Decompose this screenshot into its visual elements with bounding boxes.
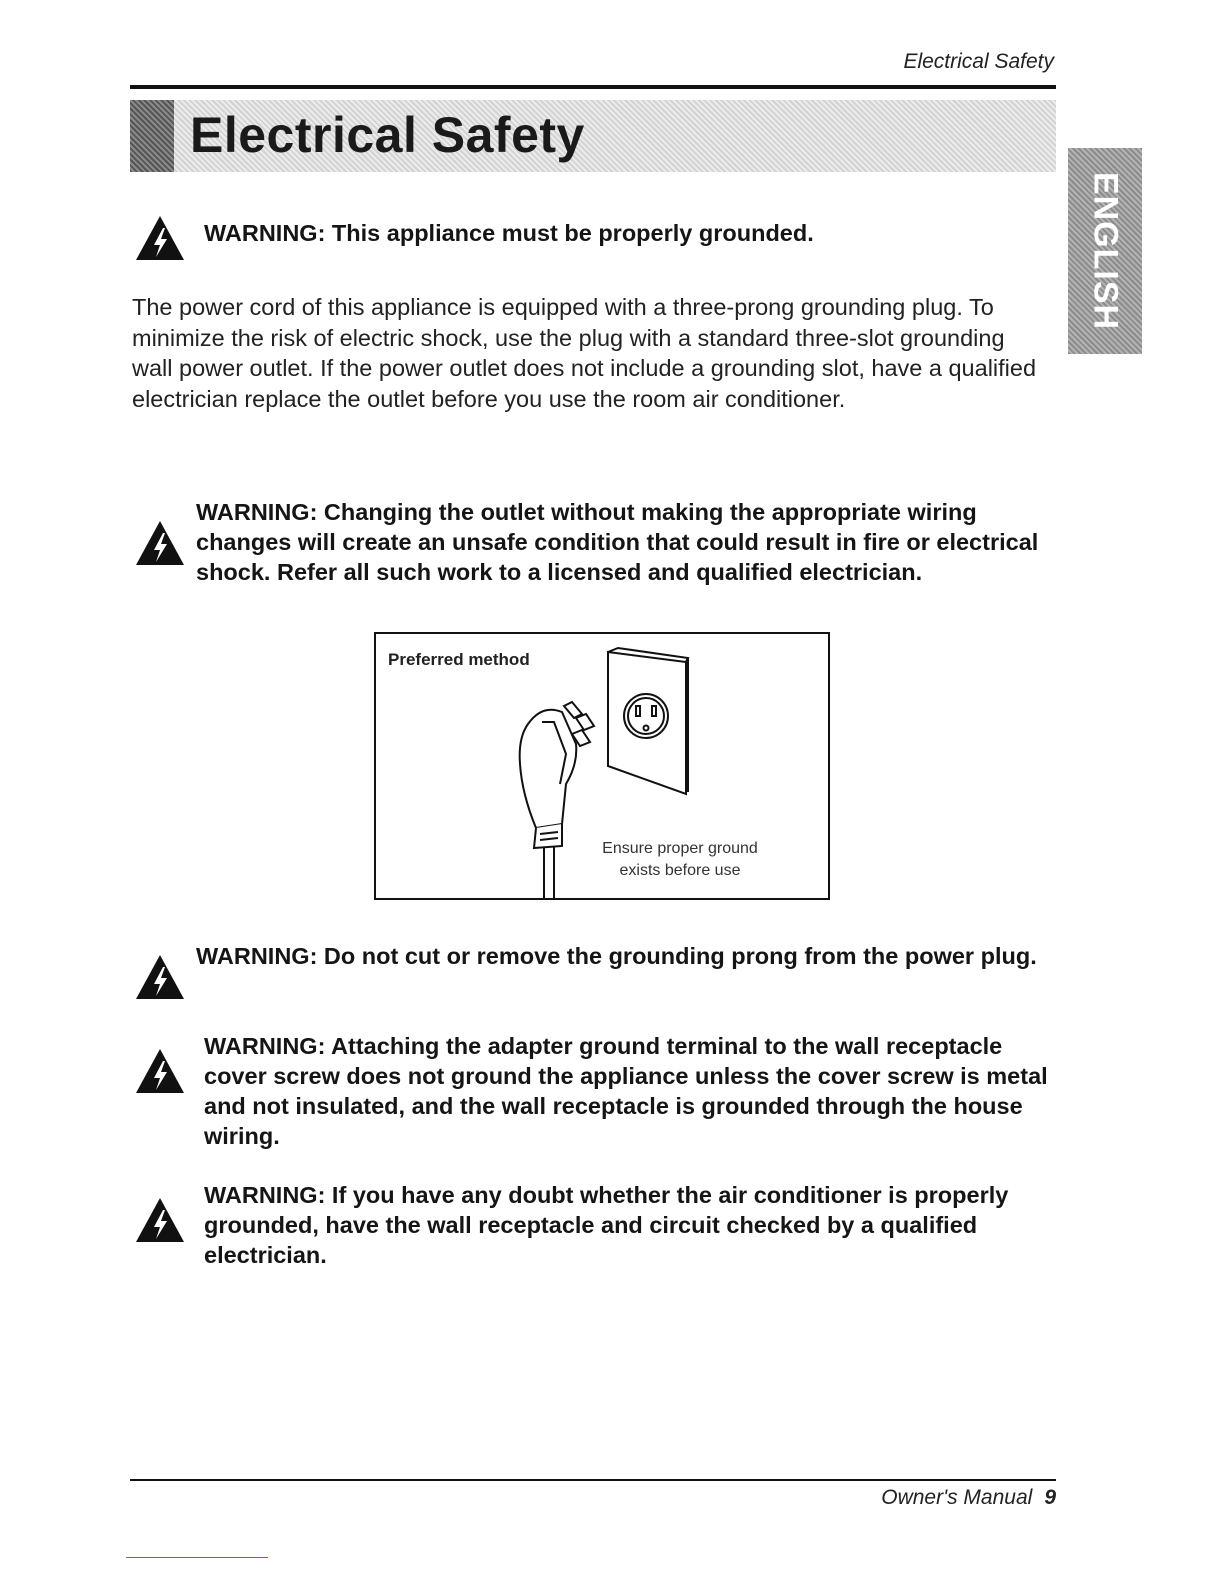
figure-title: Preferred method (388, 650, 530, 669)
warning-3 (134, 941, 1049, 971)
figure-caption (590, 838, 770, 882)
plug-illustration (520, 702, 594, 898)
language-tab (1068, 148, 1142, 354)
footer (881, 1486, 1056, 1510)
electric-hazard-icon (134, 519, 186, 567)
wall-outlet-illustration (608, 648, 688, 794)
warning-5 (134, 1180, 1049, 1270)
grounding-figure (374, 632, 830, 900)
figure-caption-line-1: Ensure proper ground (602, 840, 758, 857)
warning-text: WARNING: Do not cut or remove the grounding prong from the power plug. (196, 943, 1037, 969)
banner-marker (130, 100, 174, 172)
running-head: Electrical Safety (903, 50, 1054, 73)
electric-hazard-icon (134, 1196, 186, 1244)
warning-text: WARNING: Changing the outlet without making the appropriate wiring changes will create an unsafe condition that could result in fire or electrical shock. Refer all such work to a licensed and qualified electrician. (196, 499, 1039, 585)
electric-hazard-icon (134, 1047, 186, 1095)
warning-text: WARNING: This appliance must be properly grounded. (204, 220, 814, 246)
section-banner (130, 100, 1056, 172)
warning-text: WARNING: If you have any doubt whether the air conditioner is properly grounded, have the wall receptacle and circuit checked by a qualified electrician. (204, 1182, 1009, 1268)
electric-hazard-icon (134, 953, 186, 1001)
warning-4 (134, 1031, 1049, 1151)
section-title: Electrical Safety (190, 107, 585, 163)
page-number: 9 (1044, 1486, 1056, 1509)
bottom-rule (130, 1479, 1056, 1481)
figure-caption-line-2: exists before use (619, 862, 741, 879)
link-underline (126, 1557, 268, 1558)
electric-hazard-icon (134, 214, 186, 262)
warning-text: WARNING: Attaching the adapter ground terminal to the wall receptacle cover screw does not ground the appliance unless the cover screw is metal and not insulated, and the wall receptacle is grounded through the house wiring. (204, 1033, 1048, 1149)
warning-2 (134, 497, 1049, 587)
footer-manual-title: Owner's Manual (881, 1486, 1033, 1509)
top-rule (130, 85, 1056, 89)
warning-1 (134, 218, 1054, 248)
language-tab-label: ENGLISH (1086, 171, 1125, 331)
intro-paragraph: The power cord of this appliance is equipped with a three-prong grounding plug. To minimize the risk of electric shock, use the plug with a standard three-slot grounding wall power outlet. If the power outlet does not include a grounding slot, have a qualified electrician replace the outlet before you use the room air conditioner. (132, 294, 1037, 412)
